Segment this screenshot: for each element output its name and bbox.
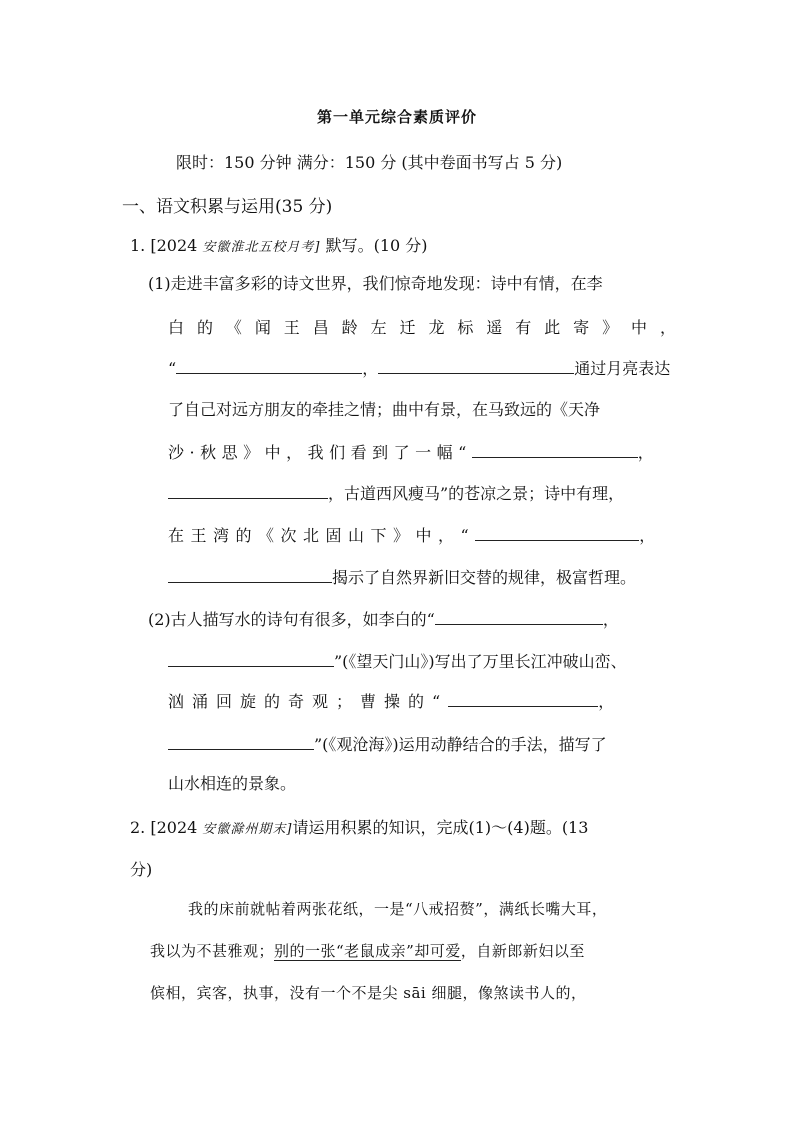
q1-part1-line1: (1)走进丰富多彩的诗文世界，我们惊奇地发现：诗中有情，在李: [148, 274, 603, 293]
comma: ，: [362, 359, 379, 378]
answer-blank[interactable]: [168, 733, 314, 750]
q1-part2-line2: [168, 650, 627, 672]
question-task: 默写。(10 分): [325, 236, 428, 255]
q1-part2-line5: 山水相连的景象。: [168, 774, 297, 793]
q1-part1-line3: [168, 357, 670, 379]
answer-blank[interactable]: [475, 524, 639, 541]
question-number: 2. [2024: [130, 818, 198, 837]
q1-part1-line4: 了自己对远方朋友的牵挂之情；曲中有景，在马致远的《天净: [168, 400, 601, 419]
line-text: (2)古人描写水的诗句有很多，如李白的“: [148, 610, 435, 629]
section-heading: 一、语文积累与运用(35 分): [122, 197, 333, 217]
answer-blank[interactable]: [472, 441, 638, 458]
comma: ，: [639, 526, 656, 545]
line-text: 汹涌回旋的奇观；曹操的“: [168, 692, 449, 711]
comma: ，: [602, 610, 619, 629]
answer-blank[interactable]: [435, 608, 603, 625]
question-task: 请运用积累的知识，完成(1)～(4)题。(13: [292, 818, 589, 837]
answer-blank[interactable]: [378, 357, 574, 374]
q1-part1-line6: [168, 482, 624, 504]
line-text: 沙·秋思》中，我们看到了一幅“: [168, 443, 472, 462]
q1-part2-line1: [148, 608, 619, 630]
answer-blank[interactable]: [168, 650, 334, 667]
question-source: 安徽淮北五校月考]: [202, 240, 321, 255]
line-text: 在王湾的《次北固山下》中，“: [168, 526, 476, 545]
answer-blank[interactable]: [168, 566, 332, 583]
question-number: 1. [2024: [130, 236, 198, 255]
line-text: 揭示了自然界新旧交替的规律，极富哲理。: [332, 568, 637, 587]
passage-text: ，自新郎新妇以至: [460, 942, 585, 960]
comma: ，: [637, 443, 654, 462]
q1-part2-line4: [168, 733, 607, 755]
quote-mark: “: [168, 359, 177, 378]
q1-part1-line2: 白的《闻王昌龄左迁龙标遥有此寄》中，: [168, 318, 676, 337]
exam-info: 限时：150 分钟 满分：150 分 (其中卷面书写占 5 分): [176, 153, 563, 172]
q1-part1-line7: [168, 524, 655, 546]
answer-blank[interactable]: [448, 690, 598, 707]
passage-line-1: 我的床前就帖着两张花纸，一是“八戒招赘”，满纸长嘴大耳，: [188, 900, 608, 918]
answer-blank[interactable]: [176, 357, 362, 374]
underlined-sentence: 别的一张“老鼠成亲”却可爱: [274, 942, 461, 960]
passage-line-2: [150, 941, 585, 961]
page-title: 第一单元综合素质评价: [316, 108, 477, 126]
line-text: ”(《观沧海》)运用动静结合的手法，描写了: [314, 735, 607, 754]
passage-text: 我以为不甚雅观；: [150, 942, 275, 960]
question-2-task-cont: 分): [130, 860, 153, 879]
line-text: 通过月亮表达: [574, 359, 671, 378]
passage-line-3: 傧相，宾客，执事，没有一个不是尖 sāi 细腿，像煞读书人的，: [150, 984, 587, 1002]
question-2-header: [130, 815, 588, 838]
q1-part1-line5: [168, 441, 654, 463]
q1-part1-line8: [168, 566, 636, 588]
comma: ，: [598, 692, 615, 711]
answer-blank[interactable]: [168, 482, 328, 499]
line-text: ”(《望天门山》)写出了万里长江冲破山峦、: [334, 652, 627, 671]
q1-part2-line3: [168, 690, 614, 712]
question-source: 安徽滁州期末]: [202, 822, 293, 837]
question-1-header: [130, 233, 428, 256]
line-text: ，古道西风瘦马”的苍凉之景；诗中有理，: [328, 484, 625, 503]
